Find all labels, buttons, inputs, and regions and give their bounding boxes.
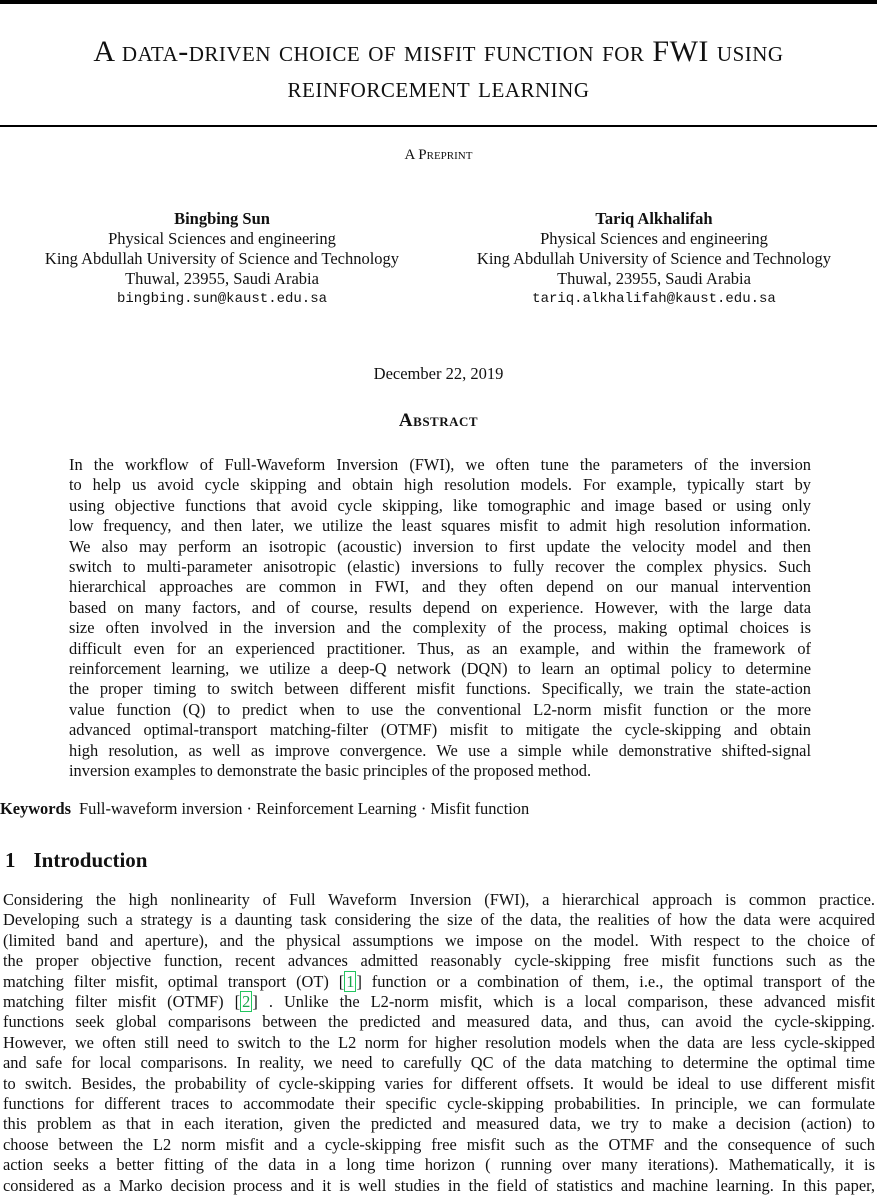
- abstract-line: hierarchical approaches are common in FWI, and they often depend on our manual intervention: [69, 577, 811, 597]
- introduction-line: However, we often still need to switch to the L2 norm for higher resolution models when the data are less cycle-skipped: [3, 1032, 875, 1052]
- introduction-line: [3, 992, 875, 1012]
- section-number: 1: [5, 848, 16, 872]
- abstract-line: size often involved in the inversion and the complexity of the process, making optimal choices is: [69, 618, 811, 638]
- author-institution: King Abdullah University of Science and Technology: [44, 249, 400, 268]
- introduction-line: this problem as that in each iteration, given the predicted and measured data, we try to make a decision (action) to: [3, 1114, 875, 1134]
- abstract-line: reinforcement learning, we utilize a deep-Q network (DQN) to learn an optimal policy to determine: [69, 659, 811, 679]
- introduction-line: to switch. Besides, the probability of cycle-skipping varies for different offsets. It would be ideal to use different misfit: [3, 1073, 875, 1093]
- citation-link[interactable]: 1: [346, 971, 355, 991]
- keywords-text: Full-waveform inversion · Reinforcement Learning · Misfit function: [79, 799, 530, 818]
- line-text: matching filter misfit, optimal transport (OT) [: [3, 971, 345, 991]
- introduction-line: functions seek global comparisons between the predicted and measured data, and thus, can avoid the cycle-skipping.: [3, 1012, 875, 1032]
- introduction-line: Considering the high nonlinearity of Full Waveform Inversion (FWI), a hierarchical approach is common practice.: [3, 890, 875, 909]
- abstract-line: high resolution, as well as improve convergence. We use a simple while demonstrative shifted-signal: [69, 740, 811, 760]
- author-address: Thuwal, 23955, Saudi Arabia: [125, 269, 319, 288]
- introduction-line: and safe for local comparisons. In reality, we need to carefully QC of the data matching to determine the optimal time: [3, 1053, 875, 1073]
- paper-title: [0, 34, 877, 106]
- top-rule: [0, 0, 877, 4]
- introduction-line: Developing such a strategy is a daunting task considering the size of the data, the realities of how the data were acquired: [3, 910, 875, 930]
- introduction-line: [3, 972, 875, 992]
- title-bottom-rule: [0, 125, 877, 127]
- abstract-line: to help us avoid cycle skipping and obtain high resolution models. For example, typically start by: [69, 475, 811, 495]
- introduction-line: functions for different traces to accommodate their specific cycle-skipping probabilities. In principle, we can formulate: [3, 1094, 875, 1114]
- author-department: Physical Sciences and engineering: [108, 229, 336, 248]
- introduction-line: action seeks a better fitting of the data in a long time horizon ( running over many iterations). Mathematically, it is: [3, 1155, 875, 1175]
- abstract-heading: Abstract: [398, 410, 479, 431]
- keywords-line: [0, 799, 529, 819]
- author-department: Physical Sciences and engineering: [540, 229, 768, 248]
- introduction-line: the proper objective function, recent advances admitted reasonably cycle-skipping free misfit functions such as the: [3, 951, 875, 971]
- abstract-line: advanced optimal-transport matching-filter (OTMF) misfit to mitigate the cycle-skipping and obtain: [69, 720, 811, 740]
- abstract-body: [69, 455, 811, 782]
- abstract-line: switch to multi-parameter anisotropic (elastic) inversions to fully recover the complex physics. Such: [69, 557, 811, 577]
- author-block-2: [440, 209, 868, 309]
- author-address: Thuwal, 23955, Saudi Arabia: [557, 269, 751, 288]
- introduction-line: choose between the L2 norm misfit and a cycle-skipping free misfit such as the OTMF and the consequence of such: [3, 1134, 875, 1154]
- abstract-line: value function (Q) to predict when to use the conventional L2-norm misfit function or the more: [69, 699, 811, 719]
- abstract-line: the proper timing to switch between different misfit functions. Specifically, we train the state-action: [69, 679, 811, 699]
- title-line-1: A data-driven choice of misfit function for FWI using: [93, 35, 784, 68]
- abstract-line: We also may perform an isotropic (acoustic) inversion to first update the velocity model and then: [69, 536, 811, 556]
- abstract-line: low frequency, and then later, we utilize the least squares misfit to admit high resolution information.: [69, 516, 811, 536]
- title-line-2: reinforcement learning: [287, 71, 590, 104]
- section-heading-introduction: [5, 848, 147, 873]
- abstract-line: inversion examples to demonstrate the basic principles of the proposed method.: [69, 761, 592, 781]
- citation-link[interactable]: 2: [242, 992, 251, 1012]
- preprint-label: A Preprint: [404, 147, 473, 163]
- author-institution: King Abdullah University of Science and Technology: [476, 249, 832, 268]
- keywords-label: Keywords: [0, 799, 72, 818]
- author-email: bingbing.sun@kaust.edu.sa: [116, 291, 328, 307]
- author-name: Tariq Alkhalifah: [595, 209, 713, 228]
- section-title: Introduction: [33, 848, 148, 872]
- author-block-1: [10, 209, 434, 309]
- abstract-line: difficult even for an experienced practitioner. Thus, as an example, and within the framework of: [69, 638, 811, 658]
- abstract-line: based on many factors, and of course, results depend on experience. However, with the large data: [69, 597, 811, 617]
- author-email: tariq.alkhalifah@kaust.edu.sa: [532, 291, 776, 307]
- line-text: ] . Unlike the L2-norm misfit, which is a local comparison, these advanced misfit: [252, 992, 875, 1012]
- introduction-line: considered as a Marko decision process and it is well studies in the field of statistics and machine learning. In this paper,: [3, 1175, 875, 1195]
- introduction-body: [3, 890, 875, 1196]
- publication-date: December 22, 2019: [373, 364, 504, 383]
- abstract-line: using objective functions that avoid cycle skipping, like tomographic and image based or using only: [69, 495, 811, 515]
- author-name: Bingbing Sun: [174, 209, 270, 228]
- line-text: ] function or a combination of them, i.e., the optimal transport of the: [356, 971, 876, 991]
- line-text: matching filter misfit (OTMF) [: [3, 992, 241, 1012]
- abstract-line: In the workflow of Full-Waveform Inversion (FWI), we often tune the parameters of the inversion: [69, 455, 811, 474]
- introduction-line: (limited band and aperture), and the physical assumptions we impose on the model. With respect to the choice of: [3, 930, 875, 950]
